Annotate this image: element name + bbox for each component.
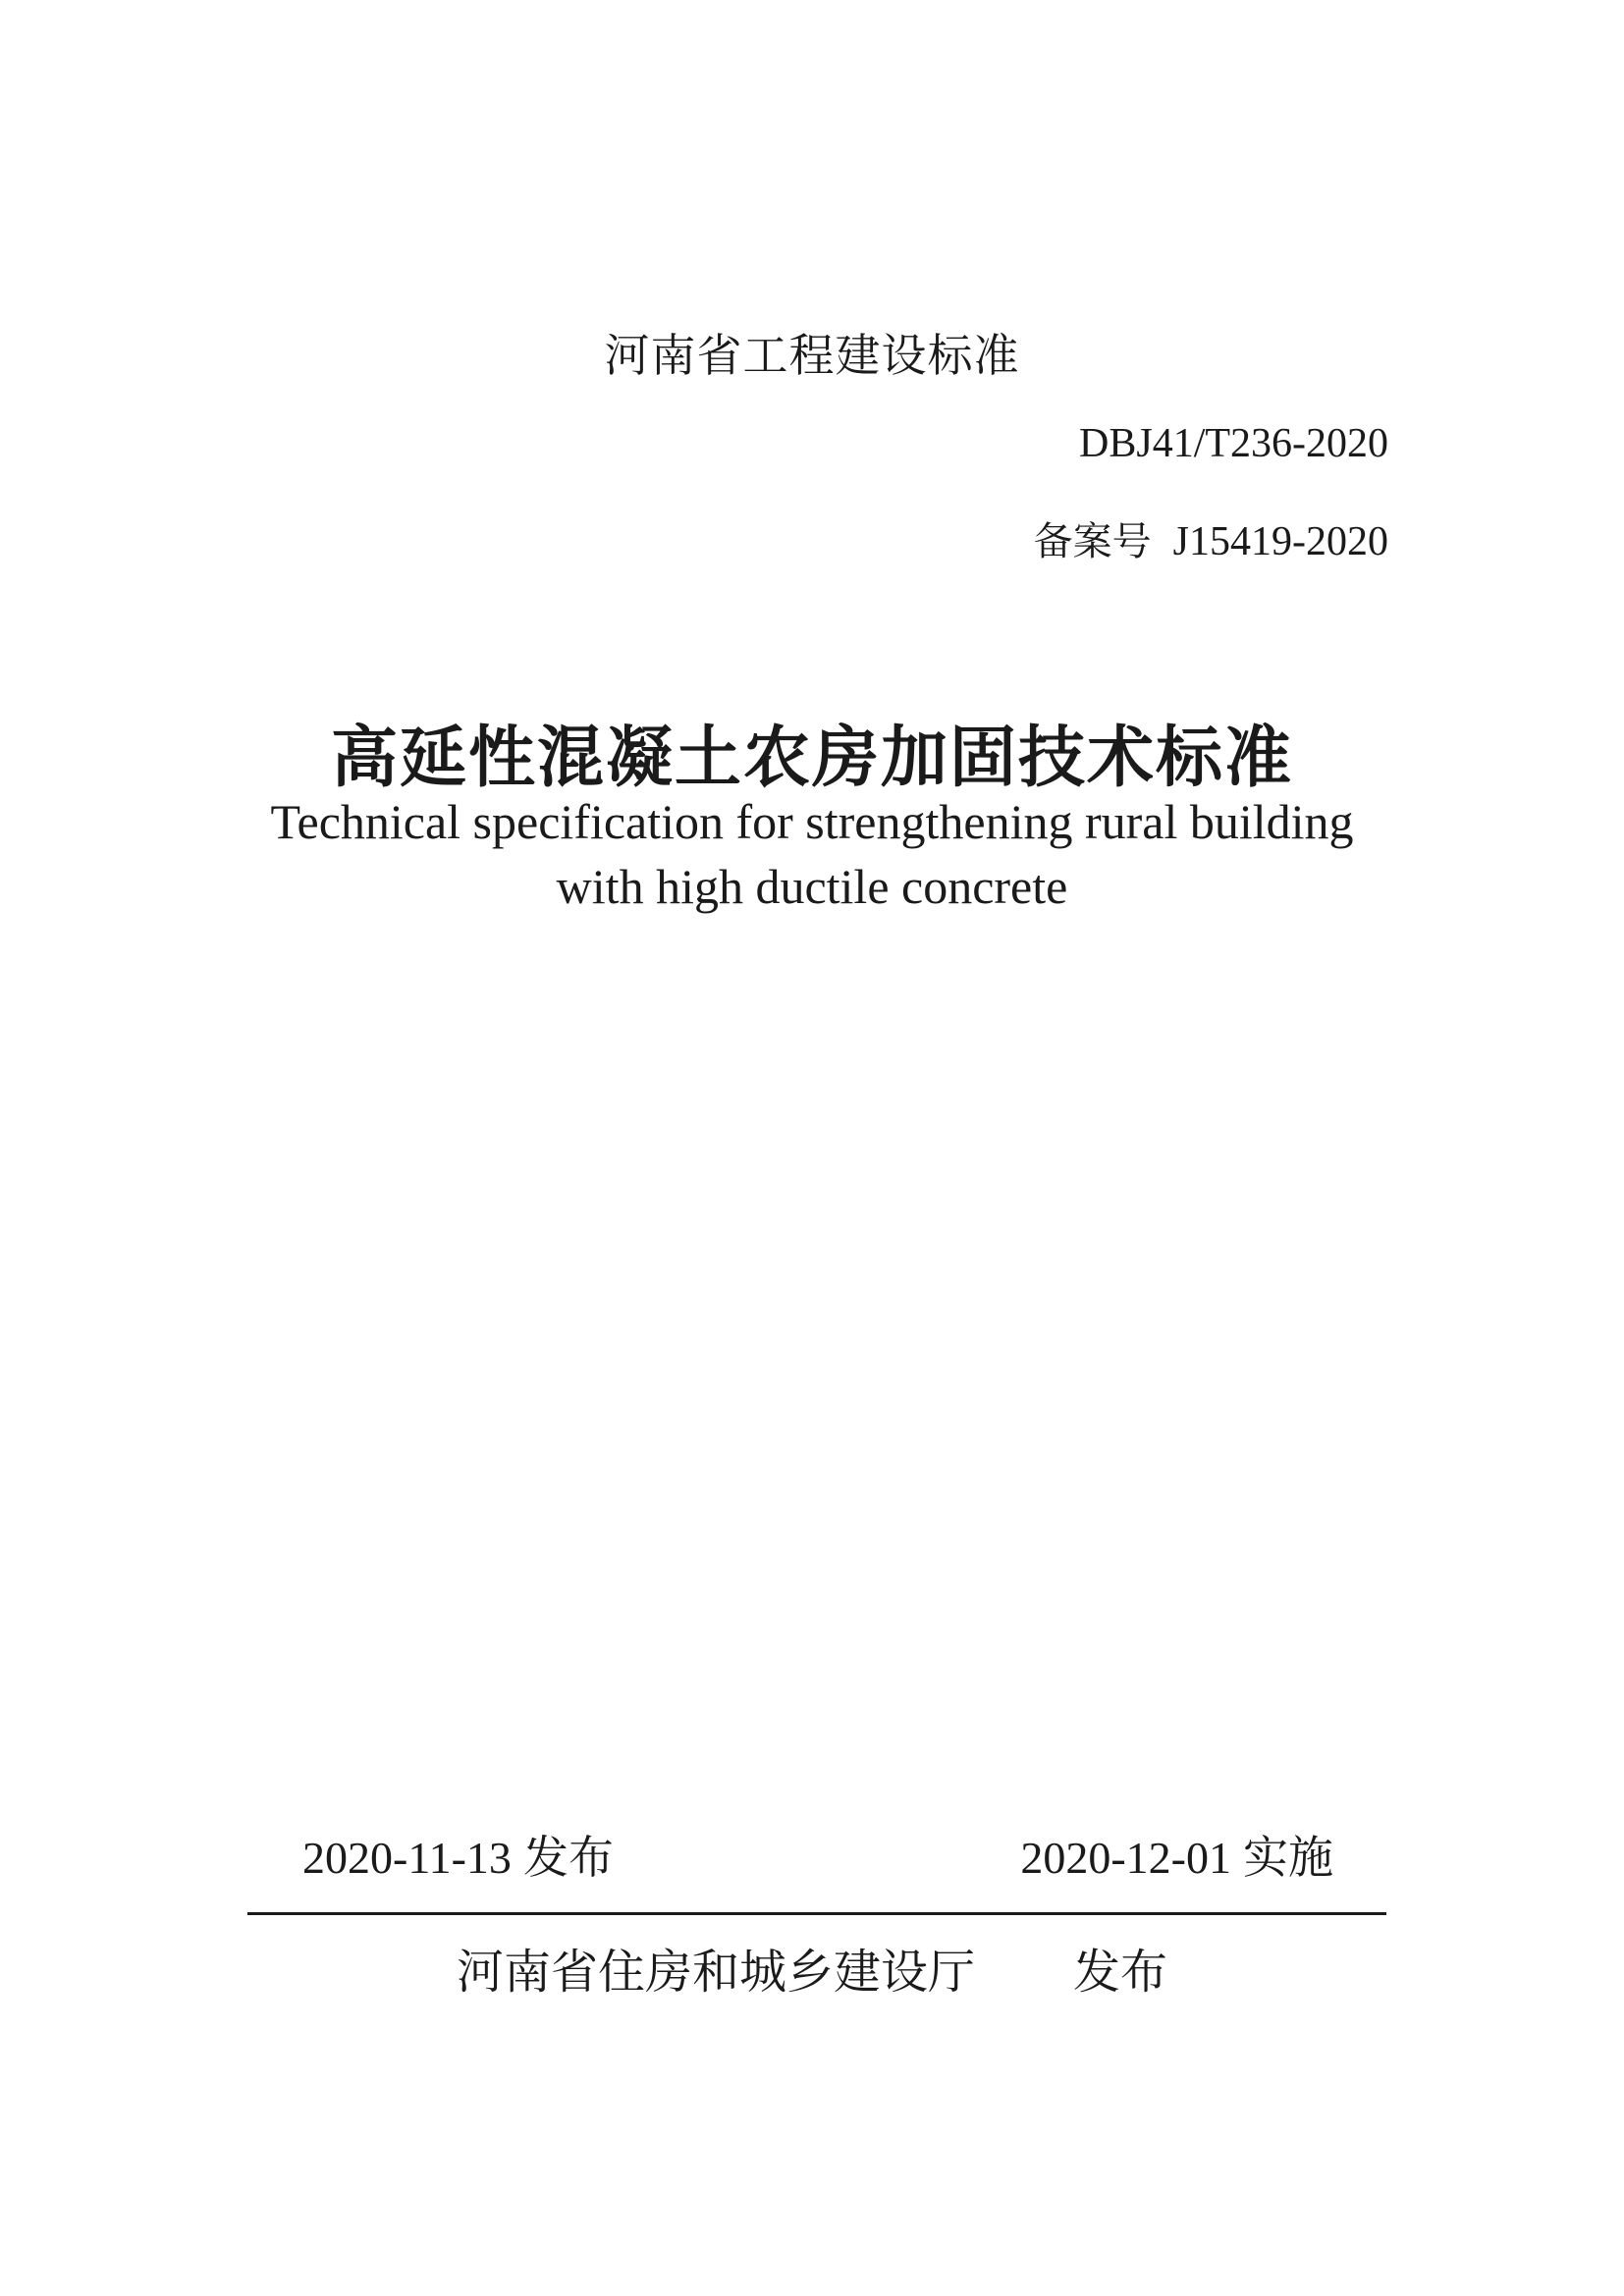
publisher-name: 河南省住房和城乡建设厅 (456, 1945, 975, 2000)
record-label: 备案号 (1033, 519, 1152, 564)
publisher-line (0, 1934, 1624, 2002)
issue-date-line (302, 1822, 614, 1887)
divider-line (247, 1912, 1386, 1915)
standard-code: DBJ41/T236-2020 (1079, 421, 1388, 466)
record-number-line (1034, 510, 1388, 566)
title-english-line2: with high ductile concrete (556, 859, 1068, 914)
effective-date: 2020-12-01 (1020, 1833, 1231, 1883)
issue-word: 发布 (522, 1831, 614, 1884)
issue-date: 2020-11-13 (302, 1833, 512, 1883)
effective-word: 实施 (1243, 1831, 1333, 1884)
series-heading: 河南省工程建设标准 (604, 329, 1020, 382)
effective-date-line (1020, 1822, 1333, 1887)
publisher-action: 发布 (1073, 1945, 1168, 2000)
title-chinese: 高延性混凝土农房加固技术标准 (330, 720, 1293, 797)
title-english-line1: Technical specification for strengthening rural building (270, 794, 1354, 849)
record-number: J15419-2020 (1172, 519, 1388, 564)
